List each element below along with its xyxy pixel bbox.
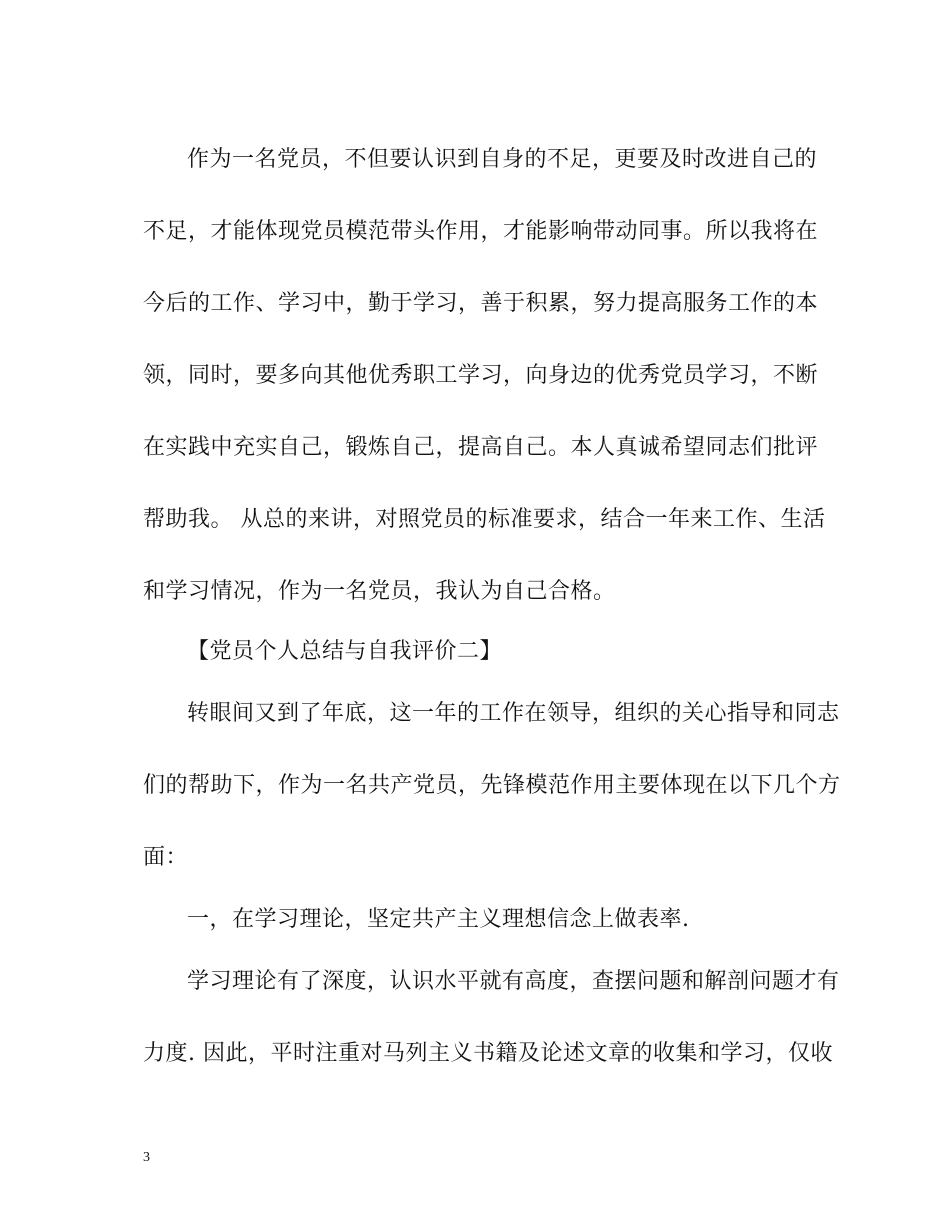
section-heading: 【党员个人总结与自我评价二】 <box>187 639 503 664</box>
paragraph-line: 领，同时，要多向其他优秀职工学习，向身边的优秀党员学习，不断 <box>143 363 819 388</box>
paragraph-line: 力度. 因此，平时注重对马列主义书籍及论述文章的收集和学习，仅收 <box>143 1041 833 1066</box>
paragraph-line: 作为一名党员，不但要认识到自身的不足，更要及时改进自己的 <box>187 147 818 172</box>
paragraph-line: 学习理论有了深度，认识水平就有高度，查摆问题和解剖问题才有 <box>187 969 840 994</box>
page-number: 3 <box>143 1150 150 1165</box>
paragraph-line: 帮助我。 从总的来讲，对照党员的标准要求，结合一年来工作、生活 <box>143 507 826 532</box>
paragraph-line: 们的帮助下，作为一名共产党员，先锋模范作用主要体现在以下几个方 <box>143 773 841 798</box>
paragraph-line: 转眼间又到了年底，这一年的工作在领导，组织的关心指导和同志 <box>187 701 840 726</box>
paragraph-line: 和学习情况，作为一名党员，我认为自己合格。 <box>143 579 616 604</box>
paragraph-line: 面： <box>143 845 189 870</box>
paragraph-line: 今后的工作、学习中，勤于学习，善于积累，努力提高服务工作的本 <box>143 291 819 316</box>
subheading: 一，在学习理论，坚定共产主义理想信念上做表率. <box>187 907 690 932</box>
paragraph-line: 在实践中充实自己，锻炼自己，提高自己。本人真诚希望同志们批评 <box>143 435 819 460</box>
paragraph-line: 不足，才能体现党员模范带头作用，才能影响带动同事。所以我将在 <box>143 219 819 244</box>
